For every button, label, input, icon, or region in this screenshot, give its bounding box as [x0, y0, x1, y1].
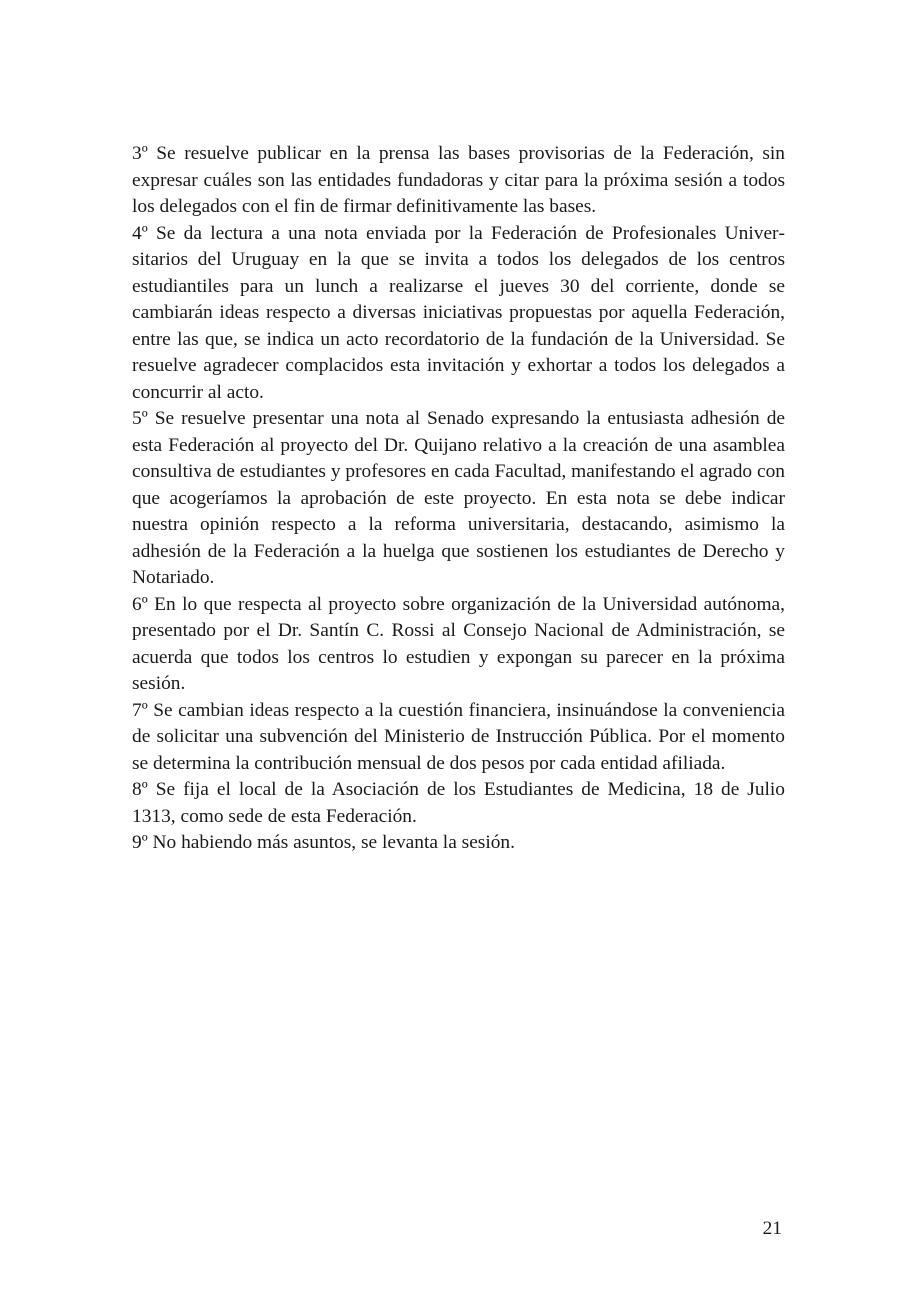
paragraph-item-8: 8º Se fija el local de la Asociación de los Estudiantes de Medicina, 18 de Julio 1313, como sede de esta Federación.: [132, 779, 785, 827]
paragraph-item-7: 7º Se cambian ideas respecto a la cuestión financiera, insinuándose la conveniencia de solicitar una subvención del Ministerio de Instrucción Pública. Por el momento se determina la contribución mensual de dos pesos por cada entidad afiliada.: [132, 699, 785, 774]
page-number: 21: [762, 1218, 782, 1239]
paragraph-item-6: 6º En lo que respecta al proyecto sobre organización de la Universidad autónoma, presentado por el Dr. Santín C. Rossi al Consejo Nacional de Administración, se acuerda que todos los centros lo estudien y expongan su parecer en la próxima sesión.: [132, 593, 785, 694]
paragraph-item-5: 5º Se resuelve presentar una nota al Senado expresando la entusiasta adhesión de esta Federación al proyecto del Dr. Quijano relativo a la creación de una asamblea consultiva de estudiantes y profesores en cada Facultad, manifestando el agrado con que acogeríamos la aprobación de este proyecto. En esta nota se debe indicar nuestra opinión respecto a la reforma universitaria, destacando, asimismo la adhesión de la Federación a la huelga que sostienen los estudiantes de Derecho y Notariado.: [132, 408, 785, 588]
paragraph-item-3: 3º Se resuelve publicar en la prensa las bases provisorias de la Federación, sin expresar cuáles son las entidades fundadoras y citar para la próxima sesión a todos los delegados con el fin de firmar definitivamente las bases.: [132, 143, 785, 217]
body-text: [132, 141, 785, 857]
paragraph-item-9: 9º No habiendo más asuntos, se levanta la sesión.: [132, 832, 515, 853]
paragraph-item-4: 4º Se da lectura a una nota enviada por la Federación de Profesionales Universitarios del Uruguay en la que se invita a todos los delegados de los centros estudiantiles para un lunch a realizarse el jueves 30 del corriente, donde se cambiarán ideas respecto a diversas iniciativas propuestas por aquella Federación, entre las que, se indica un acto recordatorio de la fundación de la Universidad. Se resuelve agradecer complacidos esta invitación y exhortar a todos los delegados a concurrir al acto.: [132, 222, 785, 403]
